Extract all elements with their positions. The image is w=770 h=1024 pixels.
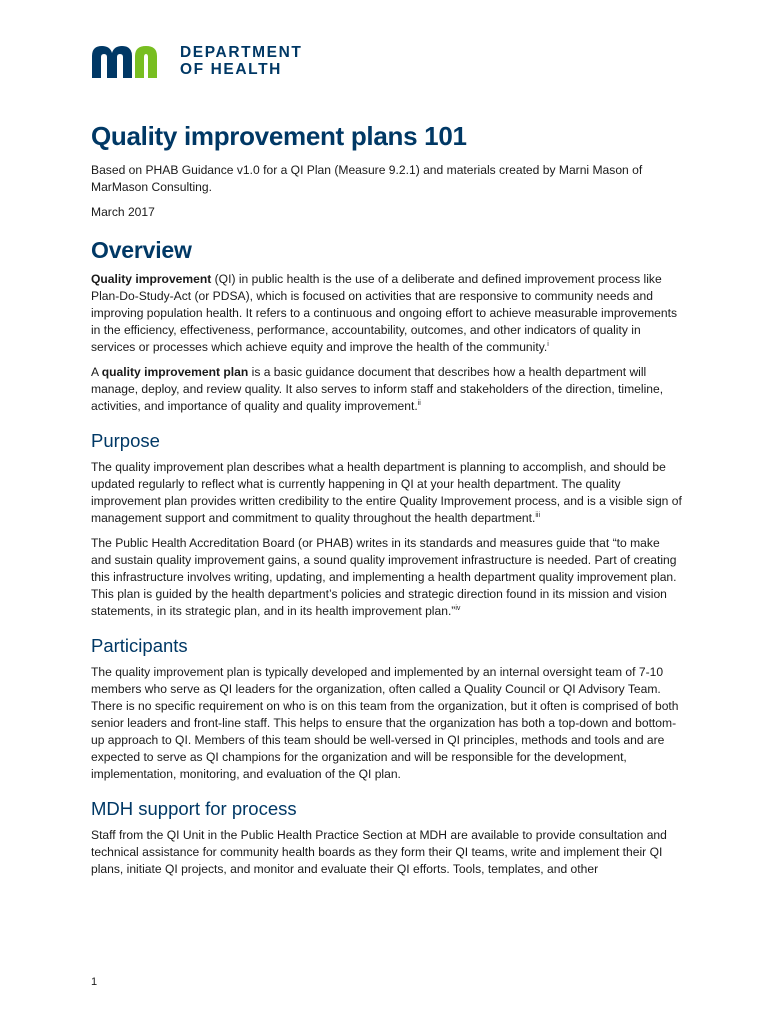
intro-source: Based on PHAB Guidance v1.0 for a QI Plan (Measure 9.2.1) and materials created by Marni Mason of MarMason Consulting. (91, 163, 643, 194)
document-body (91, 118, 683, 886)
participants-paragraph: The quality improvement plan is typically developed and implemented by an internal oversight team of 7-10 members who serve as QI leaders for the organization, often called a Quality Council or QI Advisory Team. There is no specific requirement on who is on this team from the organization, but it often is comprised of both senior leaders and front-line staff. This helps to ensure that the organization has both a top-down and bottom-up approach to QI. Members of this team should be well-versed in QI principles, methods and tools and are expected to serve as QI champions for the organization and will be responsible for the development, implementation, monitoring, and evaluation of the QI plan. (91, 665, 679, 781)
page-number: 1 (91, 976, 98, 988)
mdh-support-paragraph: Staff from the QI Unit in the Public Health Practice Section at MDH are available to provide consultation and technical assistance for community health boards as they form their QI teams, write and implement their QI plans, initiate QI projects, and monitor and evaluate their QI efforts. Tools, templates, and other (91, 828, 667, 876)
qi-plan-term: quality improvement plan (101, 365, 249, 379)
logo-text (180, 44, 303, 78)
purpose-heading: Purpose (91, 430, 160, 451)
overview-paragraph-2: A quality improvement plan is a basic guidance document that describes how a health department will manage, deploy, and review quality. It also serves to inform staff and stakeholders of the direction, timeline, activities, and importance of quality and quality improvement.$^{ii}$ (91, 365, 664, 413)
logo-line-health: OF HEALTH (180, 61, 282, 78)
mdh-logo-mark-icon (90, 44, 170, 78)
participants-heading: Participants (91, 635, 188, 656)
logo-line-department: DEPARTMENT (180, 44, 303, 61)
purpose-paragraph-2: The Public Health Accreditation Board (or PHAB) writes in its standards and measures guide that “to make and sustain quality improvement gains, a sound quality improvement infrastructure is needed. Part of creating this infrastructure involves writing, updating, and implementing a health department quality improvement plan. This plan is guided by the health department’s policies and strategic direction found in its mission and vision statements, in its strategic plan, and in its health improvement plan.”$^{iv}$ (91, 536, 677, 618)
page-title: Quality improvement plans 101 (91, 121, 467, 151)
intro-date: March 2017 (91, 205, 155, 219)
qi-term: Quality improvement (91, 272, 212, 286)
endnote-ref[interactable]: i (547, 340, 549, 348)
endnote-ref[interactable]: iv (455, 604, 461, 612)
endnote-ref[interactable]: ii (417, 399, 421, 407)
overview-heading: Overview (91, 237, 192, 263)
mdh-logo (90, 44, 303, 78)
purpose-paragraph-1: The quality improvement plan describes what a health department is planning to accomplish, and should be updated regularly to reflect what is currently happening in QI at your health department. The quality improvement plan provides written credibility to the entire Quality Improvement process, and is a visible sign of management support and commitment to quality throughout the health department.$^{iii}$ (91, 460, 682, 525)
endnote-ref[interactable]: iii (535, 511, 541, 519)
overview-paragraph-1: Quality improvement (QI) in public health is the use of a deliberate and defined improvement process like Plan-Do-Study-Act (or PDSA), which is focused on activities that are responsive to community needs and improving population health. It refers to a continuous and ongoing effort to achieve measurable improvements in the efficiency, effectiveness, performance, accountability, outcomes, and other indicators of quality in services or processes which achieve equity and improve the health of the community.$^i$ (91, 272, 678, 354)
mdh-support-heading: MDH support for process (91, 798, 297, 819)
